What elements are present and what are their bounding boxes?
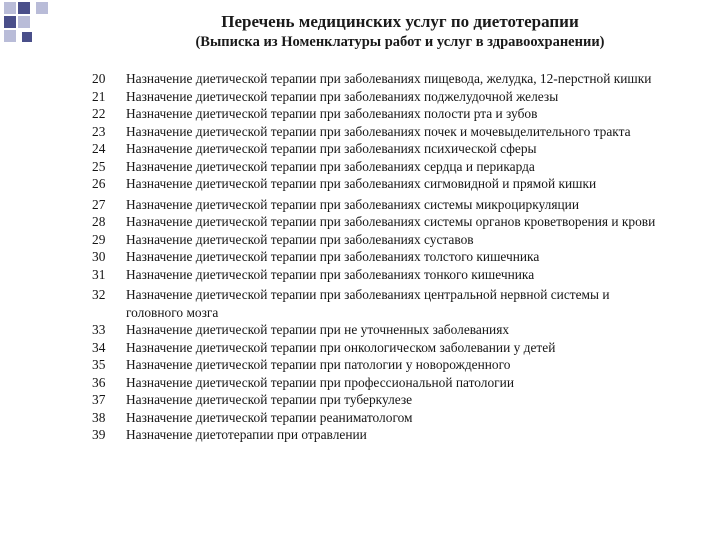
list-item — [92, 321, 662, 339]
item-number: 34 — [92, 339, 106, 355]
decorative-corner-squares — [0, 0, 60, 48]
item-text: Назначение диетической терапии при заболеваниях суставов — [126, 231, 474, 247]
list-item — [92, 175, 662, 193]
item-text: Назначение диетической терапии при заболеваниях центральной нервной системы и головного мозга — [126, 287, 610, 320]
item-text: Назначение диетической терапии при заболеваниях тонкого кишечника — [126, 266, 535, 282]
list-item — [92, 426, 662, 444]
item-text: Назначение диетической терапии при туберкулезе — [126, 392, 413, 407]
item-number: 26 — [92, 176, 106, 191]
list-item — [92, 266, 662, 284]
item-text: Назначение диетической терапии при заболеваниях психической сферы — [126, 141, 537, 156]
item-text: Назначение диетической терапии при заболеваниях сигмовидной и прямой кишки — [126, 176, 597, 191]
list-item — [92, 409, 662, 427]
item-number: 28 — [92, 214, 106, 229]
item-number: 35 — [92, 357, 106, 372]
item-text: Назначение диетической терапии при заболеваниях толстого кишечника — [126, 249, 540, 264]
item-number: 25 — [92, 158, 106, 174]
item-text: Назначение диетотерапии при отравлении — [126, 427, 367, 442]
item-text: Назначение диетической терапии при заболеваниях системы органов кроветворения и крови — [126, 214, 656, 229]
item-text: Назначение диетической терапии при патологии у новорожденного — [126, 357, 511, 372]
item-number: 20 — [92, 71, 106, 86]
item-text: Назначение диетической терапии при заболеваниях пищевода, желудка, 12-перстной кишки — [126, 71, 652, 86]
item-number: 29 — [92, 231, 106, 247]
list-item — [92, 70, 662, 88]
item-number: 27 — [92, 196, 106, 212]
services-list — [92, 70, 662, 444]
list-item — [92, 248, 662, 266]
item-number: 31 — [92, 266, 106, 282]
list-item — [92, 374, 662, 392]
item-number: 36 — [92, 374, 106, 390]
page-subtitle: (Выписка из Номенклатуры работ и услуг в здравоохранении) — [195, 34, 605, 50]
list-item — [92, 391, 662, 409]
item-number: 30 — [92, 249, 106, 264]
item-text: Назначение диетической терапии при профессиональной патологии — [126, 374, 514, 390]
list-item — [92, 123, 662, 141]
item-number: 32 — [92, 287, 106, 302]
list-item — [92, 231, 662, 249]
list-item — [92, 88, 662, 106]
item-number: 33 — [92, 322, 106, 337]
list-item — [92, 105, 662, 123]
document-header — [120, 12, 680, 51]
item-text: Назначение диетической терапии при онкологическом заболевании у детей — [126, 339, 556, 355]
item-number: 39 — [92, 427, 106, 442]
list-item — [92, 213, 662, 231]
item-number: 24 — [92, 141, 106, 156]
item-text: Назначение диетической терапии при заболеваниях почек и мочевыделительного тракта — [126, 123, 631, 139]
page-title: Перечень медицинских услуг по диетотерапии — [221, 12, 579, 31]
item-number: 22 — [92, 106, 106, 121]
list-item — [92, 339, 662, 357]
list-item — [92, 158, 662, 176]
item-text: Назначение диетической терапии при заболеваниях сердца и перикарда — [126, 158, 535, 174]
item-text: Назначение диетической терапии при заболеваниях полости рта и зубов — [126, 106, 538, 121]
item-number: 38 — [92, 409, 106, 425]
list-item — [92, 140, 662, 158]
item-text: Назначение диетической терапии при не уточненных заболеваниях — [126, 322, 510, 337]
item-text: Назначение диетической терапии при заболеваниях системы микроциркуляции — [126, 196, 579, 212]
item-number: 21 — [92, 88, 106, 104]
item-number: 37 — [92, 392, 106, 407]
list-item — [92, 356, 662, 374]
item-text: Назначение диетической терапии реаниматологом — [126, 409, 413, 425]
item-number: 23 — [92, 123, 106, 139]
list-item — [92, 196, 662, 214]
list-item — [92, 286, 662, 321]
item-text: Назначение диетической терапии при заболеваниях поджелудочной железы — [126, 88, 559, 104]
